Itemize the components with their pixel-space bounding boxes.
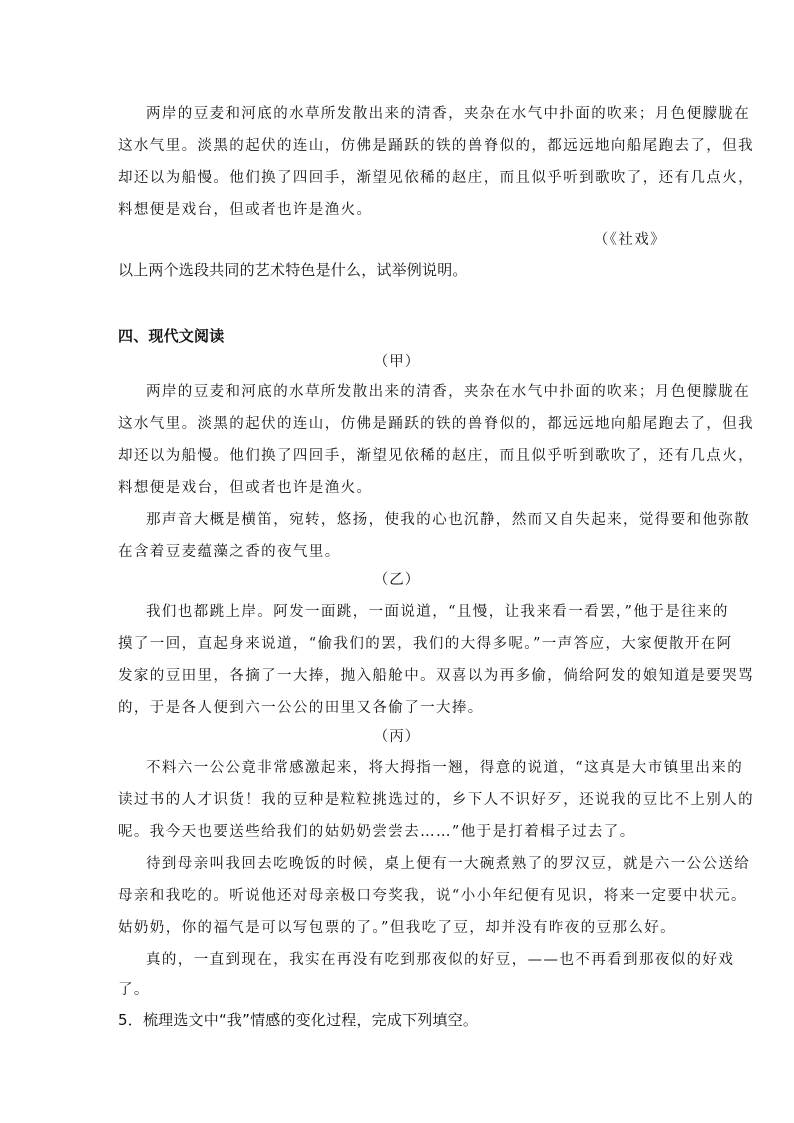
paragraph-line: 发家的豆田里，各摘了一大捧，抛入船舱中。双喜以为再多偷，倘给阿发的娘知道是要哭骂 [118, 668, 754, 684]
paragraph-line: 母亲和我吃的。听说他还对母亲极口夸奖我，说“小小年纪便有见识，将来一定要中状元。 [118, 888, 747, 904]
question-art-feature: 以上两个选段共同的艺术特色是什么，试举例说明。 [118, 261, 468, 279]
sub-passage-label-bing: （丙） [373, 729, 421, 745]
section-heading: 四、现代文阅读 [118, 327, 225, 345]
paragraph-line: 姑奶奶，你的福气是可以写包票的了。”但我吃了豆，却并没有昨夜的豆那么好。 [118, 920, 677, 936]
paragraph-line: 两岸的豆麦和河底的水草所发散出来的清香，夹杂在水气中扑面的吹来；月色便朦胧在 [146, 106, 751, 122]
question-5: 5．梳理选文中“我”情感的变化过程，完成下列填空。 [118, 1011, 479, 1029]
sub-passage-label-yi: （乙） [373, 572, 421, 588]
paragraph-line: 那声音大概是横笛，宛转，悠扬，使我的心也沉静，然而又自失起来，觉得要和他弥散 [146, 512, 751, 528]
paragraph-line: 却还以为船慢。他们换了四回手，渐望见依稀的赵庄，而且似乎听到歌吹了，还有几点火， [118, 448, 754, 464]
paragraph-line: 在含着豆麦蕴藻之香的夜气里。 [118, 544, 341, 560]
paragraph-line: 料想便是戏台，但或者也许是渔火。 [118, 480, 373, 496]
paragraph-line: 呢。我今天也要送些给我们的姑奶奶尝尝去……”他于是打着楫子过去了。 [118, 824, 636, 840]
paragraph-line: 这水气里。淡黑的起伏的连山，仿佛是踊跃的铁的兽脊似的，都远远地向船尾跑去了，但我 [118, 138, 754, 154]
paragraph-line: 却还以为船慢。他们换了四回手，渐望见依稀的赵庄，而且似乎听到歌吹了，还有几点火， [118, 170, 754, 186]
paragraph-line: 了。 [118, 982, 150, 998]
paragraph-line: 料想便是戏台，但或者也许是渔火。 [118, 202, 373, 218]
paragraph-line: 两岸的豆麦和河底的水草所发散出来的清香，夹杂在水气中扑面的吹来；月色便朦胧在 [146, 384, 751, 400]
paragraph-line: 真的，一直到现在，我实在再没有吃到那夜似的好豆，——也不再看到那夜似的好戏 [146, 952, 735, 968]
source-citation: （《社戏》 [593, 232, 666, 248]
paragraph-line: 读过书的人才识货！我的豆种是粒粒挑选过的，乡下人不识好歹，还说我的豆比不上别人的 [118, 792, 754, 808]
paragraph-line: 不料六一公公竟非常感激起来，将大拇指一翘，得意的说道，“这真是大市镇里出来的 [146, 760, 744, 776]
paragraph-line: 的，于是各人便到六一公公的田里又各偷了一大捧。 [118, 700, 484, 716]
paragraph-line: 这水气里。淡黑的起伏的连山，仿佛是踊跃的铁的兽脊似的，都远远地向船尾跑去了，但我 [118, 416, 754, 432]
paragraph-line: 摸了一回，直起身来说道，“偷我们的罢，我们的大得多呢。”一声答应，大家便散开在阿 [118, 636, 733, 652]
paragraph-line: 待到母亲叫我回去吃晚饭的时候，桌上便有一大碗煮熟了的罗汉豆，就是六一公公送给 [146, 856, 751, 872]
sub-passage-label-jia: （甲） [373, 354, 421, 370]
paragraph-line: 我们也都跳上岸。阿发一面跳，一面说道，“且慢，让我来看一看罢，”他于是往来的 [146, 604, 729, 620]
